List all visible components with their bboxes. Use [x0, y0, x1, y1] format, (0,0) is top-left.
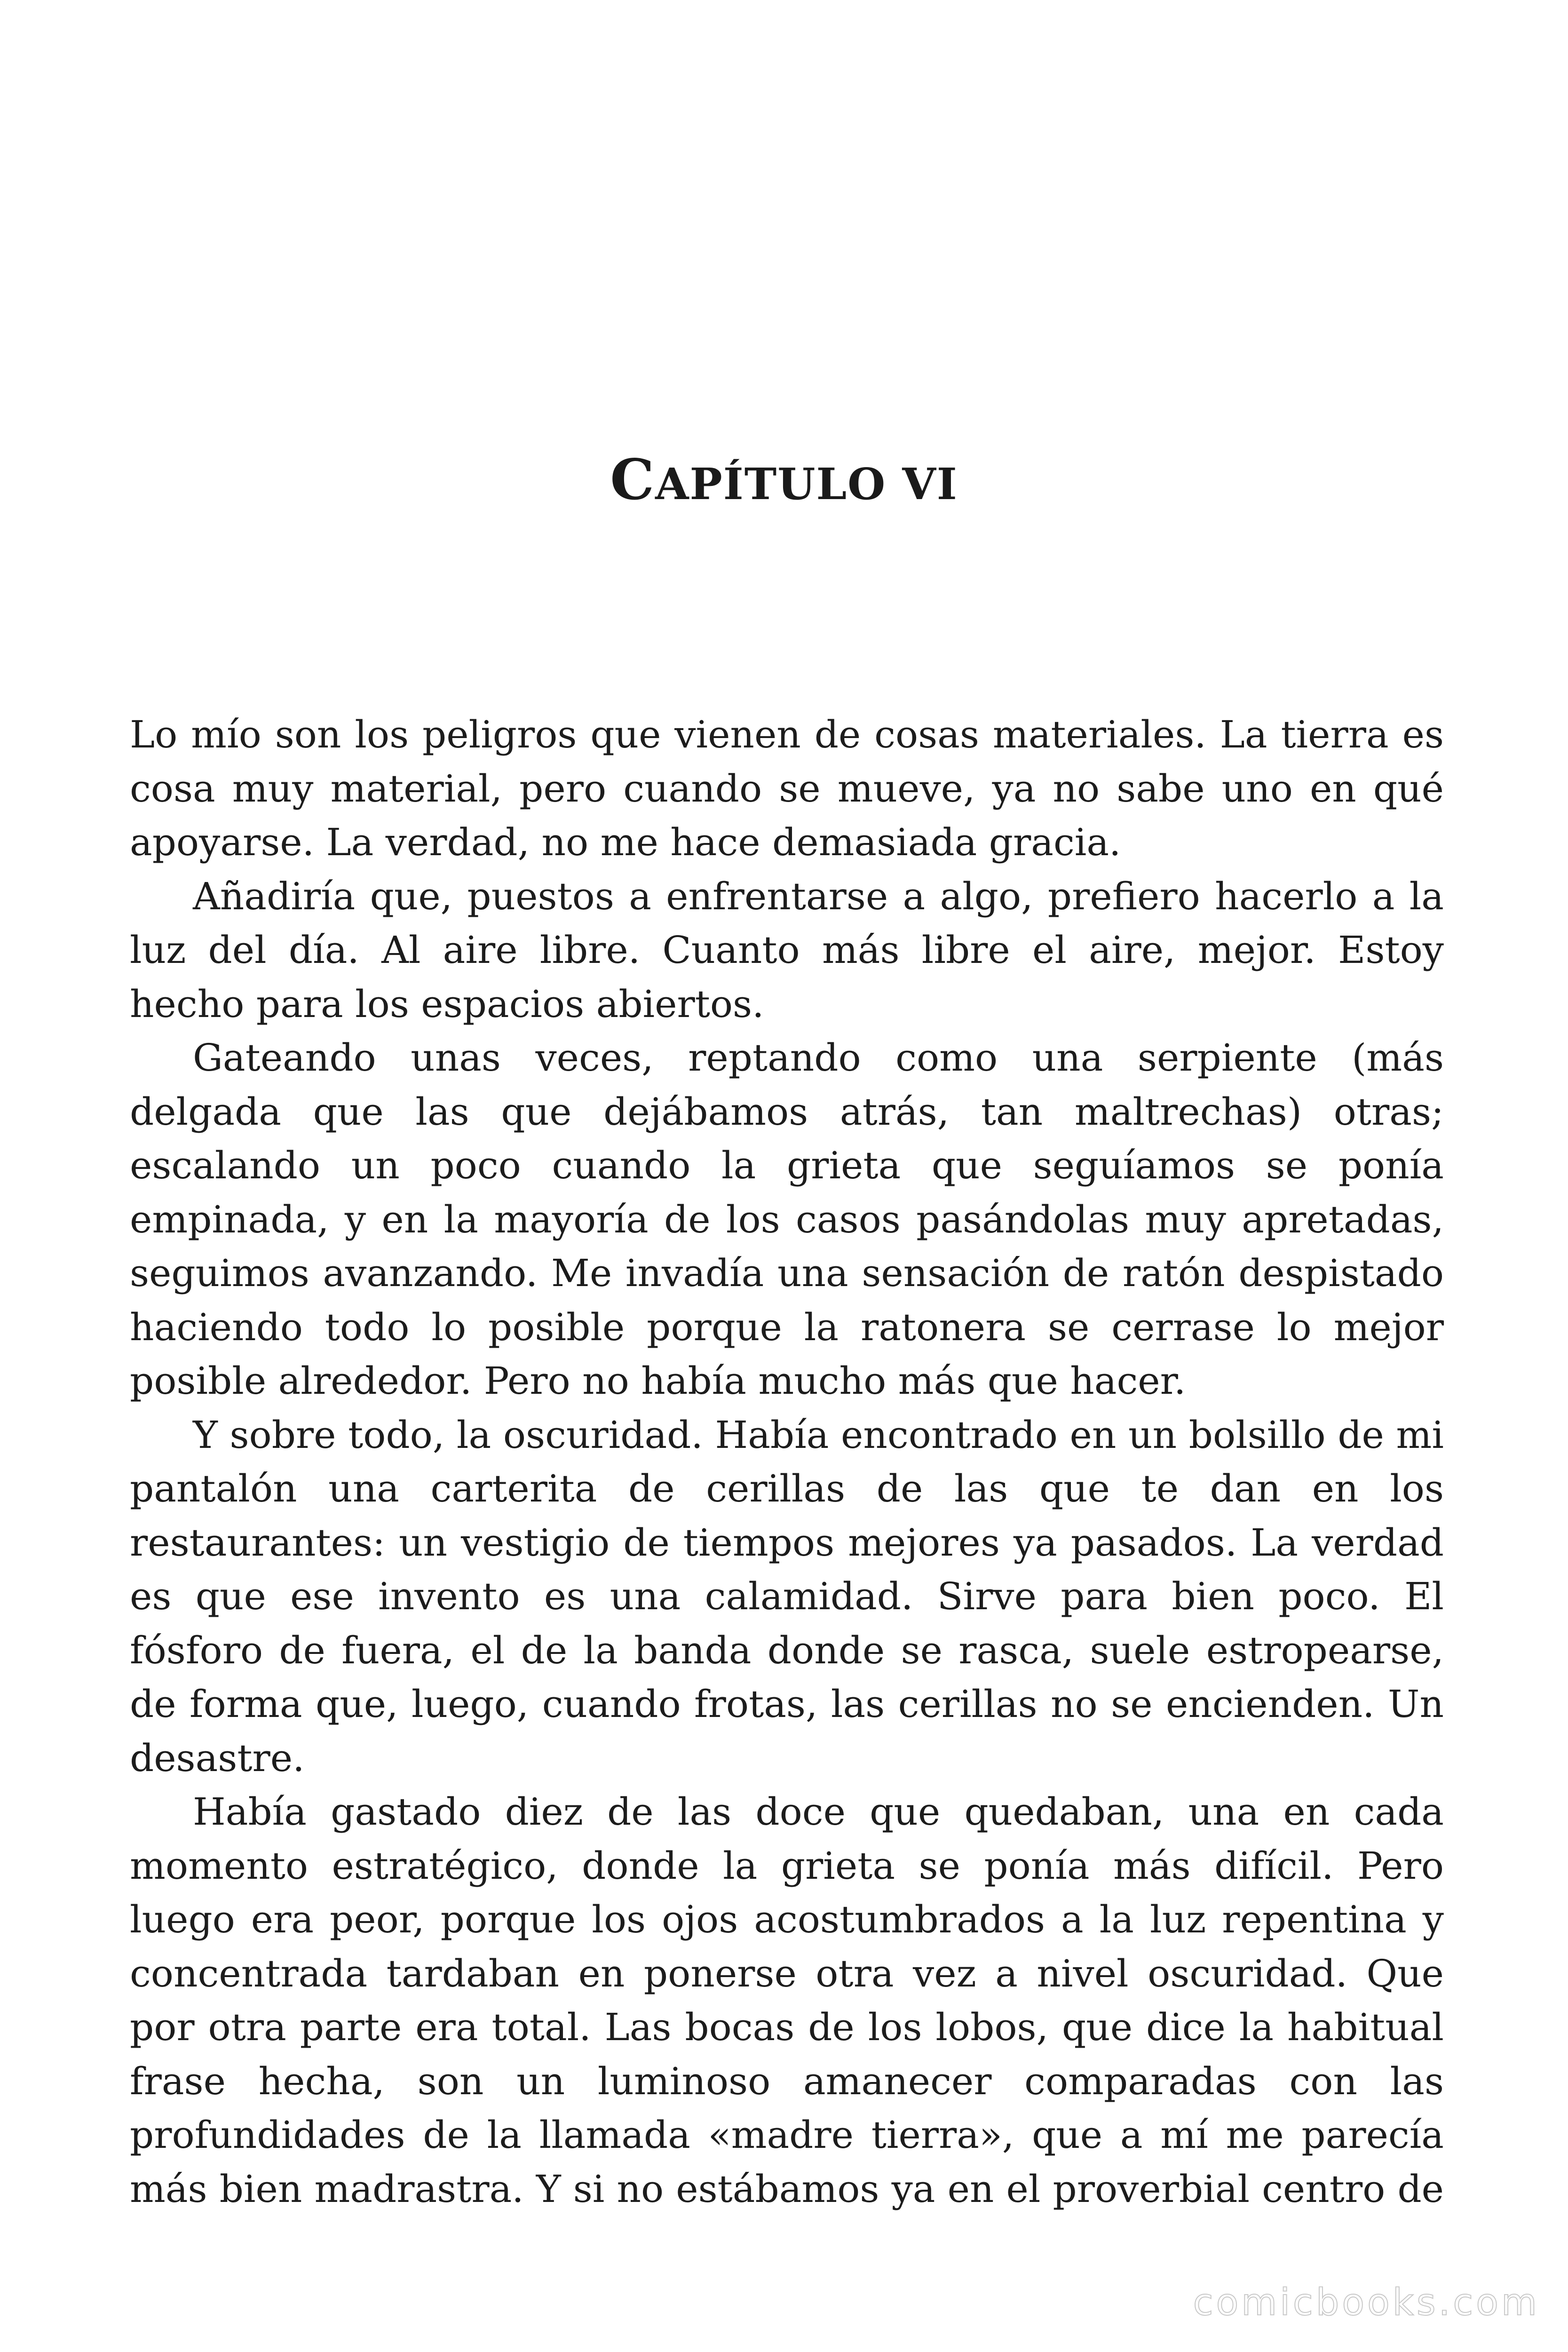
- chapter-title-initial: C: [610, 447, 656, 512]
- paragraph-2: Añadiría que, puestos a enfrentarse a algo, prefiero hacerlo a la luz del día. Al aire libre. Cuanto más libre el aire, mejor. Estoy hecho para los espacios abiertos.: [130, 874, 1444, 1026]
- paragraph-1: Lo mío son los peligros que vienen de cosas materiales. La tierra es cosa muy material, pero cuando se mueve, ya no sabe uno en qué apoyarse. La verdad, no me hace demasiada gracia.: [130, 713, 1444, 864]
- paragraph-4: Y sobre todo, la oscuridad. Había encontrado en un bolsillo de mi pantalón una carterita de cerillas de las que te dan en los restaurantes: un vestigio de tiempos mejores ya pasados. La verdad es que ese invento es una calamidad. Sirve para bien poco. El fósforo de fuera, el de la banda donde se rasca, suele estropearse, de forma que, luego, cuando frotas, las cerillas no se encienden. Un desastre.: [130, 1413, 1444, 1780]
- paragraph-3: Gateando unas veces, reptando como una serpiente (más delgada que las que dejábamos atrás, tan maltrechas) otras; escalando un poco cuando la grieta que seguíamos se ponía empinada, y en la mayoría de los casos pasándolas muy apretadas, seguimos avanzando. Me invadía una sensación de ratón despistado haciendo todo lo posible porque la ratonera se cerrase lo mejor posible alrededor. Pero no había mucho más que hacer.: [130, 1036, 1444, 1403]
- chapter-title: [0, 447, 1568, 512]
- chapter-title-rest: APÍTULO VI: [655, 459, 958, 509]
- paragraph-5: Había gastado diez de las doce que quedaban, una en cada momento estratégico, donde la grieta se ponía más difícil. Pero luego era peor, porque los ojos acostumbrados a la luz repentina y concentrada tardaban en ponerse otra vez a nivel oscuridad. Que por otra parte era total. Las bocas de los lobos, que dice la habitual frase hecha, son un luminoso amanecer comparadas con las profundidades de la llamada «madre tierra», que a mí me parecía más bien madrastra. Y si no estábamos ya en el proverbial centro de: [130, 1790, 1444, 2211]
- chapter-body: [130, 708, 1444, 2216]
- watermark-logo: comicbooks.com: [1193, 2281, 1540, 2324]
